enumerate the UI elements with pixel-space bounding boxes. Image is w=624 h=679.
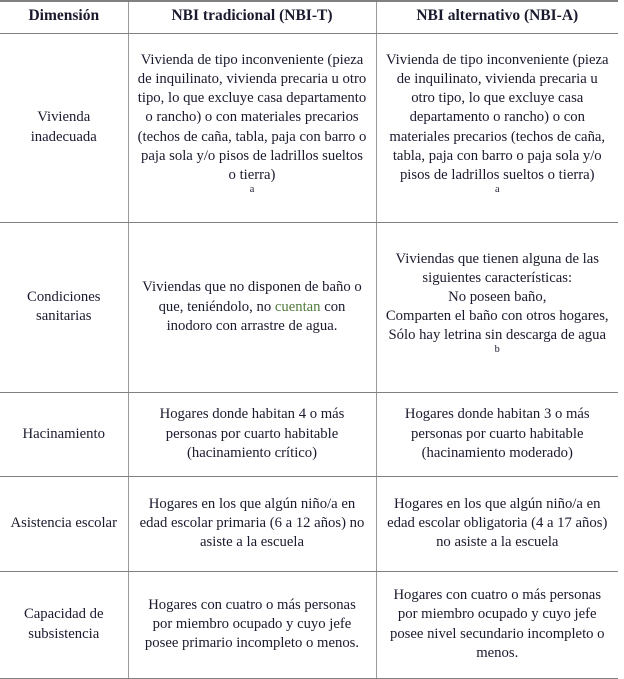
cell-tradicional-asistencia: Hogares en los que algún niño/a en edad escolar primaria (6 a 12 años) no asiste a la escuela (128, 476, 376, 571)
column-header-dimension: Dimensión (0, 1, 128, 33)
cell-alternativo-sanitarias (376, 222, 618, 392)
cell-text-post: con inodoro con arrastre de agua. (166, 298, 346, 334)
cell-text: Viviendas que tienen alguna de las siguientes características: No poseen baño, Comparten el baño con otros hogares, Sólo hay letrina sin descarga de agua (385, 250, 609, 344)
cell-alternativo-asistencia: Hogares en los que algún niño/a en edad escolar obligatoria (4 a 17 años) no asiste a la escuela (376, 476, 618, 571)
column-header-tradicional: NBI tradicional (NBI-T) (128, 1, 376, 33)
table-row (0, 222, 618, 392)
column-header-alternativo: NBI alternativo (NBI-A) (376, 1, 618, 33)
table-row (0, 571, 618, 678)
cell-tradicional-capacidad: Hogares con cuatro o más personas por miembro ocupado y cuyo jefe posee primario incompleto o menos. (128, 571, 376, 678)
cell-dimension-asistencia: Asistencia escolar (0, 476, 128, 571)
cell-dimension-hacinamiento: Hacinamiento (0, 392, 128, 476)
table-row (0, 392, 618, 476)
table-row (0, 476, 618, 571)
cell-text-pre: Viviendas que no disponen de baño o que, teniéndolo, no (142, 279, 362, 315)
table-body (0, 33, 618, 678)
cell-alternativo-capacidad: Hogares con cuatro o más personas por miembro ocupado y cuyo jefe posee nivel secundario incompleto o menos. (376, 571, 618, 678)
footnote-marker: a (494, 184, 500, 196)
table-row (0, 33, 618, 222)
table-header (0, 1, 618, 33)
cell-tradicional-sanitarias (128, 222, 376, 392)
footnote-marker: b (494, 344, 500, 356)
spellchecked-word: cuentan (274, 298, 321, 315)
cell-tradicional-vivienda (128, 33, 376, 222)
footnote-marker: a (249, 184, 255, 196)
cell-dimension-vivienda: Vivienda inadecuada (0, 33, 128, 222)
cell-text: Vivienda de tipo inconveniente (pieza de inquilinato, vivienda precaria u otro tipo, lo que excluye casa departamento o rancho) o con materiales precarios (techos de caña, tabla, paja con barro o paja sola y/o pisos de ladrillos sueltos o tierra) (385, 52, 609, 183)
cell-text: Vivienda de tipo inconveniente (pieza de inquilinato, vivienda precaria u otro tipo, lo que excluye casa departamento o rancho) o con materiales precarios (techos de caña, tabla, paja con barro o paja sola y/o pisos de ladrillos sueltos o tierra) (137, 52, 367, 183)
cell-tradicional-hacinamiento: Hogares donde habitan 4 o más personas por cuarto habitable (hacinamiento crítico) (128, 392, 376, 476)
header-row (0, 1, 618, 33)
cell-alternativo-vivienda (376, 33, 618, 222)
cell-dimension-sanitarias: Condiciones sanitarias (0, 222, 128, 392)
cell-dimension-capacidad: Capacidad de subsistencia (0, 571, 128, 678)
cell-alternativo-hacinamiento: Hogares donde habitan 3 o más personas por cuarto habitable (hacinamiento moderado) (376, 392, 618, 476)
